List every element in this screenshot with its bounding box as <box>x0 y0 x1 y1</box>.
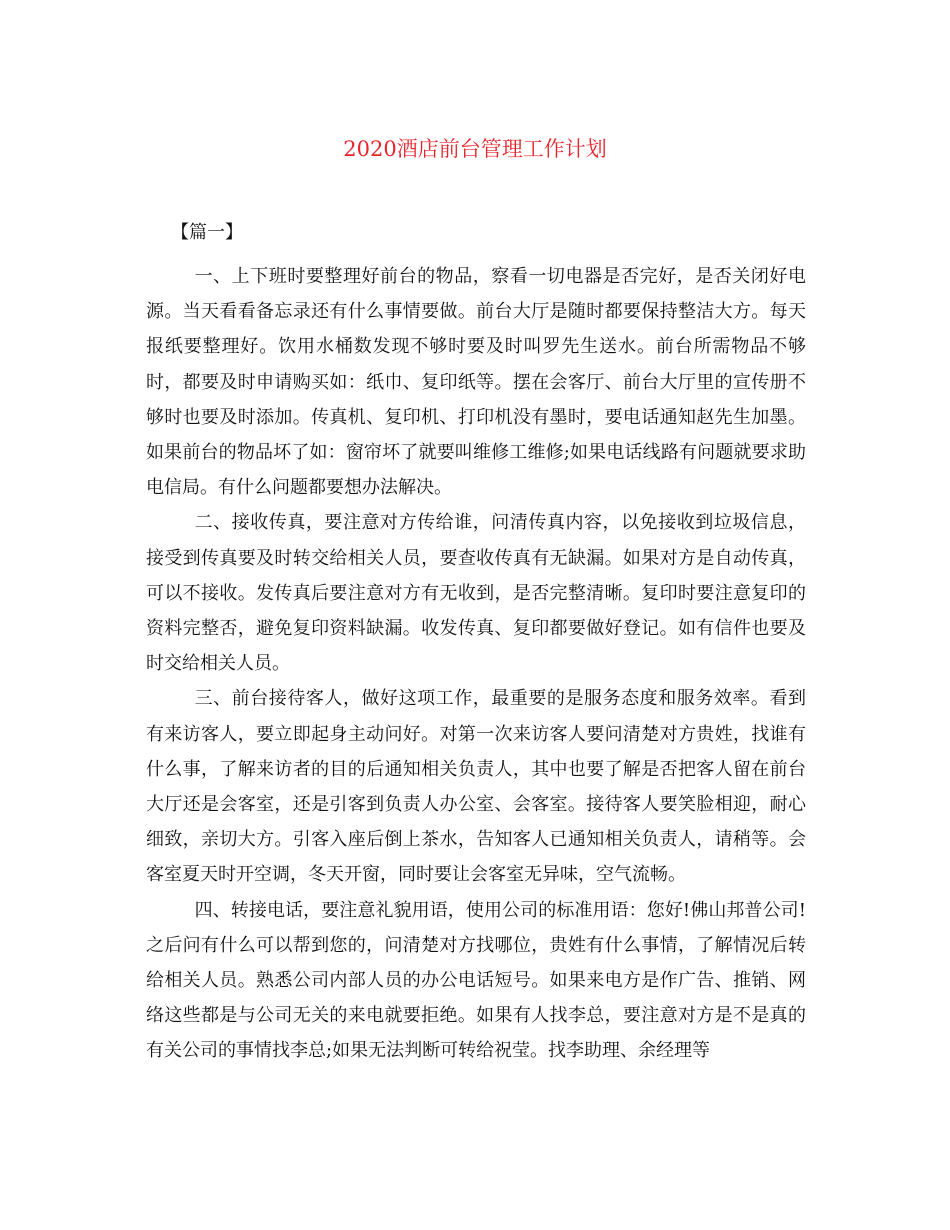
document-body <box>146 259 806 1069</box>
paragraph-4: 四、转接电话，要注意礼貌用语，使用公司的标准用语：您好!佛山邦普公司!之后问有什么可以帮到您的，问清楚对方找哪位，贵姓有什么事情，了解情况后转给相关人员。熟悉公司内部人员的办公电话短号。如果来电方是作广告、推销、网络这些都是与公司无关的来电就要拒绝。如果有人找李总，要注意对方是不是真的有关公司的事情找李总;如果无法判断可转给祝莹。找李助理、余经理等 <box>146 899 806 1062</box>
paragraph-1: 一、上下班时要整理好前台的物品，察看一切电器是否完好，是否关闭好电源。当天看看备忘录还有什么事情要做。前台大厅是随时都要保持整洁大方。每天报纸要整理好。饮用水桶数发现不够时要及时叫罗先生送水。前台所需物品不够时，都要及时申请购买如：纸巾、复印纸等。摆在会客厅、前台大厅里的宣传册不够时也要及时添加。传真机、复印机、打印机没有墨时，要电话通知赵先生加墨。如果前台的物品坏了如：窗帘坏了就要叫维修工维修;如果电话线路有问题就要求助电信局。有什么问题都要想办法解决。 <box>146 266 806 499</box>
paragraph-3: 三、前台接待客人，做好这项工作，最重要的是服务态度和服务效率。看到有来访客人，要立即起身主动问好。对第一次来访客人要问清楚对方贵姓，找谁有什么事，了解来访者的目的后通知相关负责人，其中也要了解是否把客人留在前台大厅还是会客室，还是引客到负责人办公室、会客室。接待客人要笑脸相迎，耐心细致，亲切大方。引客入座后倒上茶水，告知客人已通知相关负责人，请稍等。会客室夏天时开空调，冬天开窗，同时要让会客室无异味，空气流畅。 <box>146 688 806 886</box>
document-title: 2020酒店前台管理工作计划 <box>343 137 607 161</box>
paragraph-2: 二、接收传真，要注意对方传给谁，问清传真内容，以免接收到垃圾信息，接受到传真要及时转交给相关人员，要查收传真有无缺漏。如果对方是自动传真，可以不接收。发传真后要注意对方有无收到，是否完整清晰。复印时要注意复印的资料完整否，避免复印资料缺漏。收发传真、复印都要做好登记。如有信件也要及时交给相关人员。 <box>146 512 806 675</box>
section-label: 【篇一】 <box>171 222 243 243</box>
